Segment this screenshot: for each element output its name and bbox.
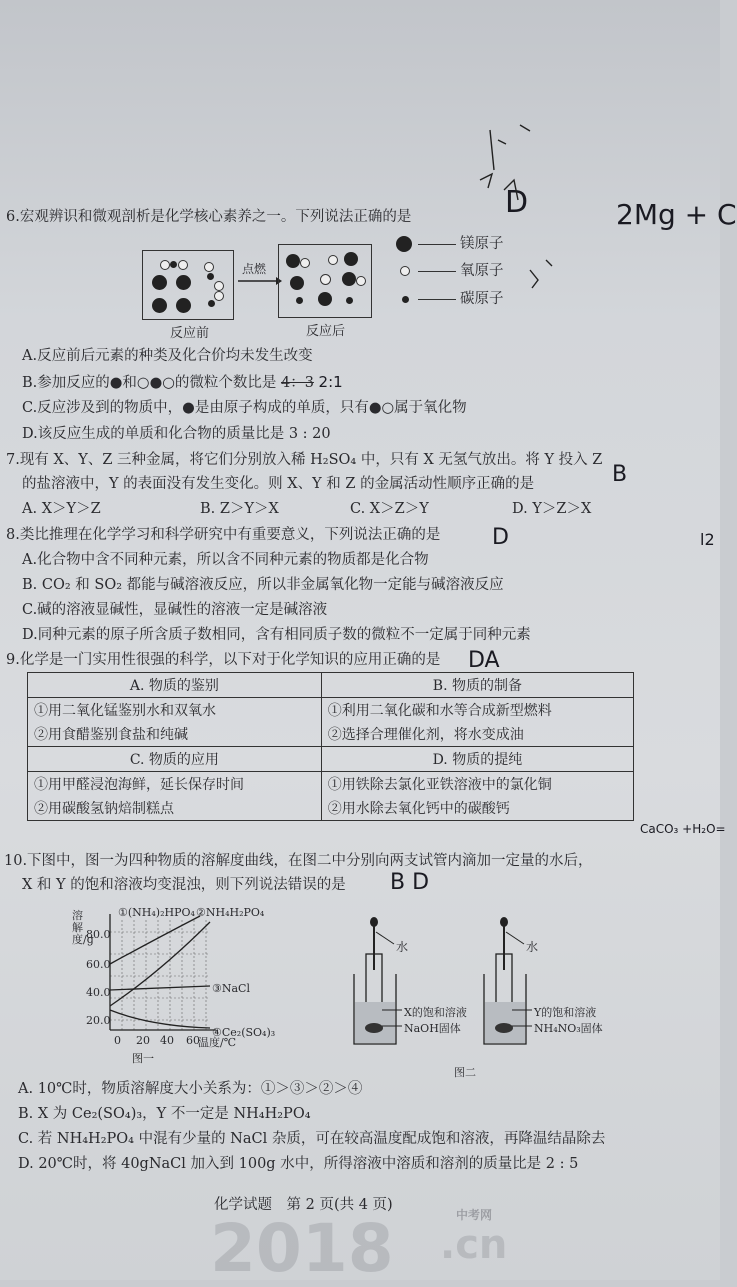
- table-row: [28, 698, 634, 723]
- mg-atom-icon: [152, 298, 167, 313]
- y-tick: 80.0: [86, 928, 111, 941]
- q10-option-b: B. X 为 Ce₂(SO₄)₃，Y 不一定是 NH₄H₂PO₄: [18, 1106, 311, 1122]
- q9-stem: 9.化学是一门实用性很强的科学，以下对于化学知识的应用正确的是: [6, 652, 441, 668]
- curve-label-2: ②NH₄H₂PO₄: [196, 906, 265, 919]
- table-cell: ①利用二氧化碳和水等合成新型燃料: [321, 698, 633, 723]
- table-cell: ②用碳酸氢钠焙制糕点: [28, 796, 322, 821]
- x-tick: 60: [186, 1034, 200, 1047]
- q7-option-c: C. X＞Z＞Y: [350, 501, 429, 517]
- handwritten-q9-answer: DA: [468, 648, 500, 673]
- handwritten-q8-answer: D: [492, 525, 509, 550]
- legend-line: [418, 271, 456, 272]
- x-axis-label: 温度/℃: [198, 1036, 237, 1049]
- table-cell: ①用二氧化锰鉴别水和双氧水: [28, 698, 322, 723]
- oxygen-atom-icon: [214, 281, 224, 291]
- q8-option-c: C.碱的溶液显碱性，显碱性的溶液一定是碱溶液: [22, 602, 328, 618]
- left-solid-label: NaOH固体: [404, 1022, 461, 1035]
- oxygen-atom-icon: [178, 260, 188, 270]
- left-setup: [354, 917, 402, 1044]
- q6-option-d: D.该反应生成的单质和化合物的质量比是 3 : 20: [22, 426, 331, 442]
- curve-nh4h2po4: [110, 922, 210, 1006]
- q6-option-a: A.反应前后元素的种类及化合价均未发生改变: [22, 348, 313, 364]
- q6-option-c: C.反应涉及到的物质中，●是由原子构成的单质，只有●○属于氧化物: [22, 400, 467, 416]
- oxygen-atom-icon: [328, 255, 338, 265]
- mg-atom-icon: [176, 298, 191, 313]
- carbon-atom-icon: [207, 273, 214, 280]
- carbon-legend-icon: [402, 296, 409, 303]
- oxygen-atom-icon: [160, 260, 170, 270]
- handwritten-q10-answer: B D: [390, 870, 430, 895]
- legend-mg: 镁原子: [460, 236, 504, 252]
- scribble-marks: [460, 110, 570, 310]
- q7-option-a: A. X＞Y＞Z: [22, 501, 101, 517]
- mg-legend-icon: [396, 236, 412, 252]
- q7-option-d: D. Y＞Z＞X: [512, 501, 592, 517]
- legend-c: 碳原子: [460, 291, 504, 307]
- table-cell: C. 物质的应用: [28, 747, 322, 772]
- legend-line: [418, 299, 456, 300]
- q8-stem: 8.类比推理在化学学习和科学研究中有重要意义，下列说法正确的是: [6, 527, 441, 543]
- legend-line: [418, 244, 456, 245]
- q10-stem-1: 10.下图中，图一为四种物质的溶解度曲线，在图二中分别向两支试管内滴加一定量的水后，: [4, 853, 593, 869]
- table-row: [28, 673, 634, 698]
- watermark-site: 中考网: [456, 1208, 493, 1222]
- right-setup: [484, 917, 532, 1044]
- table-cell: D. 物质的提纯: [321, 747, 633, 772]
- carbon-atom-icon: [208, 300, 215, 307]
- table-row: [28, 772, 634, 797]
- curve-nacl: [110, 986, 210, 990]
- fig2-caption: 图二: [454, 1066, 476, 1079]
- oxygen-atom-icon: [356, 276, 366, 286]
- reaction-arrow-icon: [238, 276, 282, 286]
- mg-atom-icon: [318, 292, 332, 306]
- carbon-atom-icon: [296, 297, 303, 304]
- left-water-label: 水: [396, 940, 409, 954]
- oxygen-atom-icon: [300, 258, 310, 268]
- curve-label-1: ①(NH₄)₂HPO₄: [118, 906, 195, 919]
- q10-option-c: C. 若 NH₄H₂PO₄ 中混有少量的 NaCl 杂质，可在较高温度配成饱和溶液，再降温结晶除去: [18, 1131, 606, 1147]
- curve-label-4: ④Ce₂(SO₄)₃: [212, 1026, 276, 1039]
- carbon-atom-icon: [346, 297, 353, 304]
- q6-stem: 6.宏观辨识和微观剖析是化学核心素养之一。下列说法正确的是: [6, 209, 412, 225]
- y-axis-label: 溶解度/g: [72, 909, 94, 946]
- mg-atom-icon: [344, 252, 358, 266]
- right-water-label: 水: [526, 940, 539, 954]
- table-cell: ②选择合理催化剂，将水变成油: [321, 722, 633, 747]
- table-cell: ②用水除去氧化钙中的碳酸钙: [321, 796, 633, 821]
- mg-atom-icon: [342, 272, 356, 286]
- mg-atom-icon: [152, 275, 167, 290]
- handwritten-edge-note: l2: [700, 530, 715, 549]
- table-cell: ②用食醋鉴别食盐和纯碱: [28, 722, 322, 747]
- handwritten-q7-answer: B: [612, 462, 628, 487]
- watermark-year: 2018: [210, 1210, 394, 1287]
- q8-option-a: A.化合物中含不同种元素，所以含不同种元素的物质都是化合物: [22, 552, 429, 568]
- table-row: [28, 796, 634, 821]
- table-cell: A. 物质的鉴别: [28, 673, 322, 698]
- handwritten-margin-note: CaCO₃ +H₂O=: [640, 822, 726, 836]
- curve-label-3: ③NaCl: [212, 982, 250, 995]
- q6-option-b: B.参加反应的●和○●○的微粒个数比是 4：3 2:1: [22, 373, 343, 391]
- q7-option-b: B. Z＞Y＞X: [200, 501, 279, 517]
- x-tick: 40: [160, 1034, 174, 1047]
- mg-atom-icon: [286, 254, 300, 268]
- before-label: 反应前: [170, 326, 210, 341]
- right-solid-label: NH₄NO₃固体: [534, 1022, 603, 1035]
- q8-option-d: D.同种元素的原子所含质子数相同，含有相同质子数的微粒不一定属于同种元素: [22, 627, 531, 643]
- oxygen-atom-icon: [320, 274, 331, 285]
- q9-table: [27, 672, 634, 821]
- q10-stem-2: X 和 Y 的饱和溶液均变混浊，则下列说法错误的是: [22, 877, 346, 893]
- table-row: [28, 747, 634, 772]
- y-tick: 20.0: [86, 1014, 111, 1027]
- x-tick: 20: [136, 1034, 150, 1047]
- oxygen-atom-icon: [204, 262, 214, 272]
- legend-o: 氧原子: [460, 263, 504, 279]
- q8-option-b: B. CO₂ 和 SO₂ 都能与碱溶液反应，所以非金属氧化物一定能与碱溶液反应: [22, 577, 504, 593]
- after-label: 反应后: [306, 324, 346, 339]
- mg-atom-icon: [290, 276, 304, 290]
- mg-atom-icon: [176, 275, 191, 290]
- handwritten-q6-answer: D: [505, 185, 529, 220]
- x-tick: 0: [114, 1034, 121, 1047]
- table-cell: ①用甲醛浸泡海鲜，延长保存时间: [28, 772, 322, 797]
- reaction-condition: 点燃: [242, 262, 267, 276]
- watermark-domain: .cn: [440, 1222, 508, 1268]
- oxygen-atom-icon: [214, 291, 224, 301]
- q10-option-a: A. 10℃时，物质溶解度大小关系为：①＞③＞②＞④: [18, 1081, 363, 1097]
- table-cell: B. 物质的制备: [321, 673, 633, 698]
- q7-stem-1: 7.现有 X、Y、Z 三种金属，将它们分别放入稀 H₂SO₄ 中，只有 X 无氢气放出。将 Y 投入 Z: [6, 452, 603, 468]
- right-solution-label: Y的饱和溶液: [534, 1006, 597, 1019]
- y-tick: 60.0: [86, 958, 111, 971]
- handwritten-equation: 2Mg + C: [616, 198, 737, 231]
- carbon-atom-icon: [170, 261, 177, 268]
- curve-nh4-2hpo4: [110, 916, 200, 964]
- table-row: [28, 722, 634, 747]
- page-footer: 化学试题 第 2 页(共 4 页): [214, 1197, 393, 1213]
- q7-stem-2: 的盐溶液中，Y 的表面没有发生变化。则 X、Y 和 Z 的金属活动性顺序正确的是: [22, 476, 535, 492]
- left-solution-label: X的饱和溶液: [404, 1006, 467, 1019]
- chart-caption: 图一: [132, 1052, 154, 1065]
- table-cell: ①用铁除去氯化亚铁溶液中的氯化铜: [321, 772, 633, 797]
- q10-option-d: D. 20℃时，将 40gNaCl 加入到 100g 水中，所得溶液中溶质和溶剂的质量比是 2 : 5: [18, 1156, 579, 1172]
- y-tick: 40.0: [86, 986, 111, 999]
- curve-ce2so43: [110, 1010, 210, 1028]
- oxygen-legend-icon: [400, 266, 410, 276]
